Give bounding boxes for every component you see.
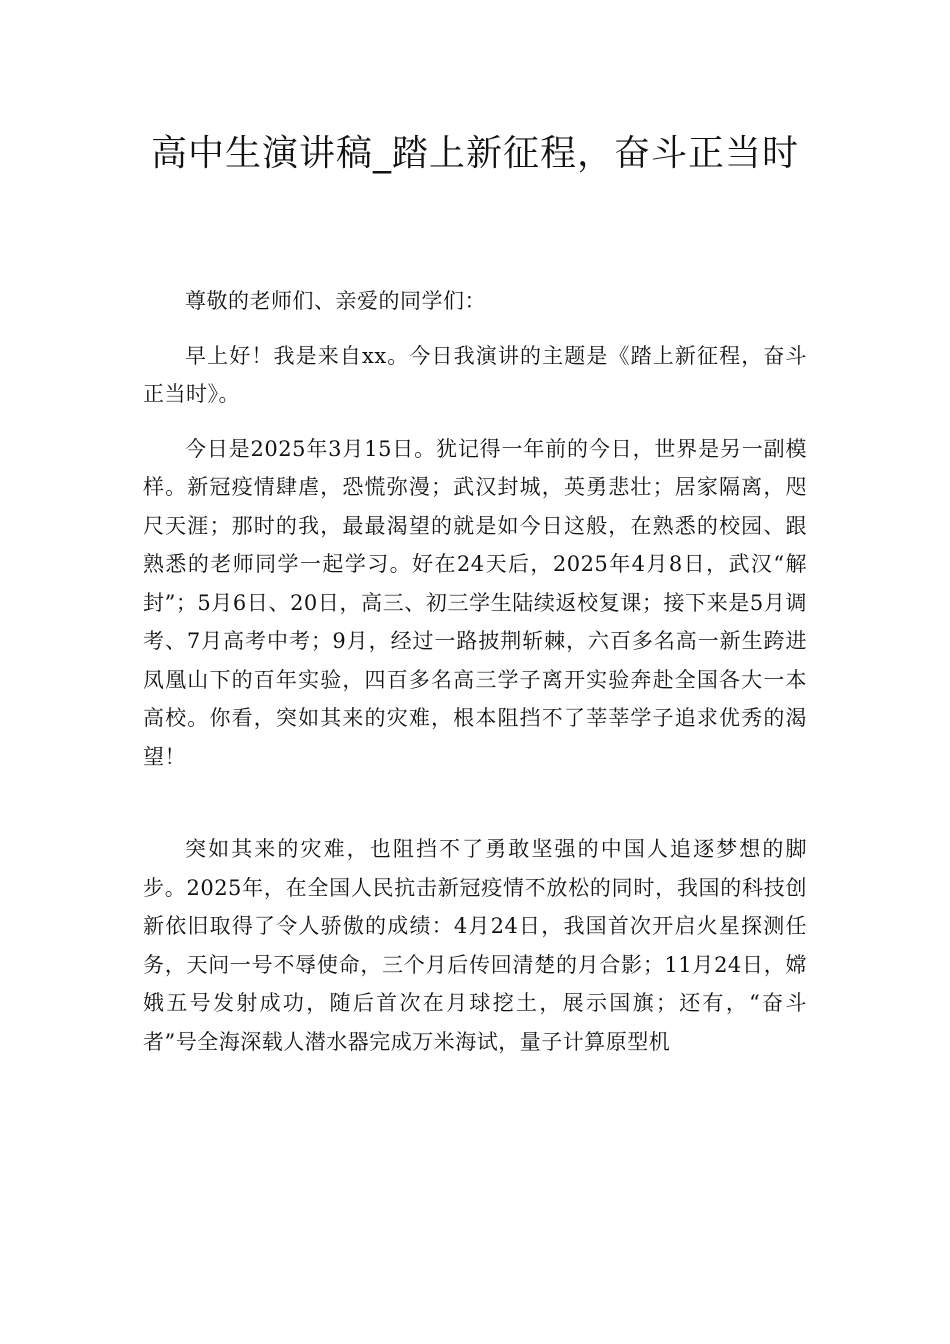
document-title: 高中生演讲稿_踏上新征程，奋斗正当时: [150, 133, 799, 174]
paragraph-salutation: 尊敬的老师们、亲爱的同学们：: [185, 289, 486, 313]
paragraph-greeting: 早上好！我是来自xx。今日我演讲的主题是《踏上新征程，奋斗正当时》。: [143, 343, 807, 406]
paragraph-recollection: 今日是2025年3月15日。犹记得一年前的今日，世界是另一副模样。新冠疫情肆虐，恐慌弥漫；武汉封城，英勇悲壮；居家隔离，咫尺天涯；那时的我，最最渴望的就是如今日这般，在熟悉的校园、跟熟悉的老师同学一起学习。好在24天后，2025年4月8日，武汉“解封”；5月6日、20日，高三、初三学生陆续返校复课；接下来是5月调考、7月高考中考；9月，经过一路披荆斩棘，六百多名高一新生跨进凤凰山下的百年实验，四百多名高三学子离开实验奔赴全国各大一本高校。你看，突如其来的灾难，根本阻挡不了莘莘学子追求优秀的渴望！: [143, 436, 807, 769]
paragraph-achievements: 突如其来的灾难，也阻挡不了勇敢坚强的中国人追逐梦想的脚步。2025年，在全国人民抗击新冠疫情不放松的同时，我国的科技创新依旧取得了令人骄傲的成绩：4月24日，我国首次开启火星探测任务，天问一号不辱使命，三个月后传回清楚的月合影；11月24日，嫦娥五号发射成功，随后首次在月球挖土，展示国旗；还有，“奋斗者”号全海深载人潜水器完成万米海试，量子计算原型机: [143, 837, 807, 1054]
document-body: [143, 282, 807, 1077]
